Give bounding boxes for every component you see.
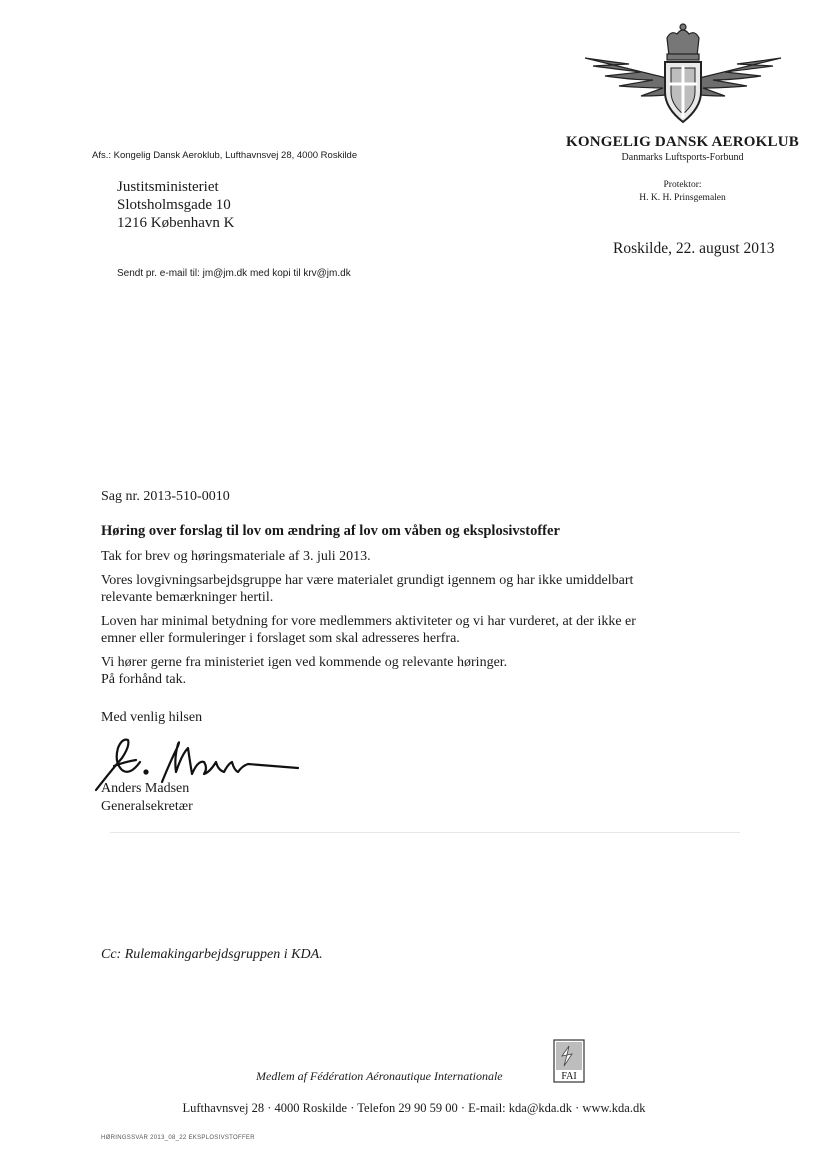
protektor-label: Protektor: [663,180,702,190]
cc-line: Cc: Rulemakingarbejdsgruppen i KDA. [101,947,323,962]
org-name: KONGELIG DANSK AEROKLUB [566,134,799,150]
paragraph-3 [101,613,761,647]
paragraph-2-line-2: relevante bemærkninger hertil. [101,590,274,605]
sender-address-line: Afs.: Kongelig Dansk Aeroklub, Lufthavnsvej 28, 4000 Roskilde [92,150,358,161]
recipient-city: 1216 København K [117,215,235,231]
paragraph-4-line-2: På forhånd tak. [101,672,187,687]
paragraph-4-line-1: Vi hører gerne fra ministeriet igen ved kommende og relevante høringer. [101,655,508,670]
recipient-street: Slotsholmsgade 10 [117,197,231,213]
paragraph-3-line-2: emner eller formuleringer i forslaget som skal adresseres herfra. [101,631,460,646]
closing-greeting: Med venlig hilsen [101,710,203,725]
signer-name: Anders Madsen [101,781,190,796]
recipient-name: Justitsministeriet [117,179,219,195]
fold-line-divider [110,832,740,833]
paragraph-2 [101,572,761,606]
kda-winged-crest-logo [583,22,783,132]
signer-title: Generalsekretær [101,799,193,814]
file-reference: HØRINGSSVAR 2013_08_22 EKSPLOSIVSTOFFER [101,1135,255,1141]
letter-subject: Høring over forslag til lov om ændring af lov om våben og eksplosivstoffer [101,523,560,539]
paragraph-3-line-1: Loven har minimal betydning for vore medlemmers aktiviteter og vi har vurderet, at der ikke er [101,614,636,629]
footer-address: Lufthavnsvej 28 · 4000 Roskilde · Telefon 29 90 59 00 · E-mail: kda@kda.dk · www.kda.dk [182,1101,646,1115]
protektor-name: H. K. H. Prinsgemalen [639,193,726,203]
recipient-address [117,178,234,232]
fai-logo-text: FAI [561,1071,577,1082]
fai-logo-icon [552,1038,586,1084]
email-sent-line: Sendt pr. e-mail til: jm@jm.dk med kopi til krv@jm.dk [117,268,351,279]
paragraph-1 [101,548,761,565]
paragraph-4 [101,654,761,688]
fai-membership-text: Medlem af Fédération Aéronautique Internationale [256,1069,503,1083]
place-date: Roskilde, 22. august 2013 [613,240,775,257]
paragraph-2-line-1: Vores lovgivningsarbejdsgruppe har være materialet grundigt igennem og har ikke umiddelbart [101,573,634,588]
org-subtitle: Danmarks Luftsports-Forbund [621,152,744,163]
paragraph-1-line: Tak for brev og høringsmateriale af 3. juli 2013. [101,549,371,564]
case-number: Sag nr. 2013-510-0010 [101,489,230,504]
letter-body [101,523,761,695]
